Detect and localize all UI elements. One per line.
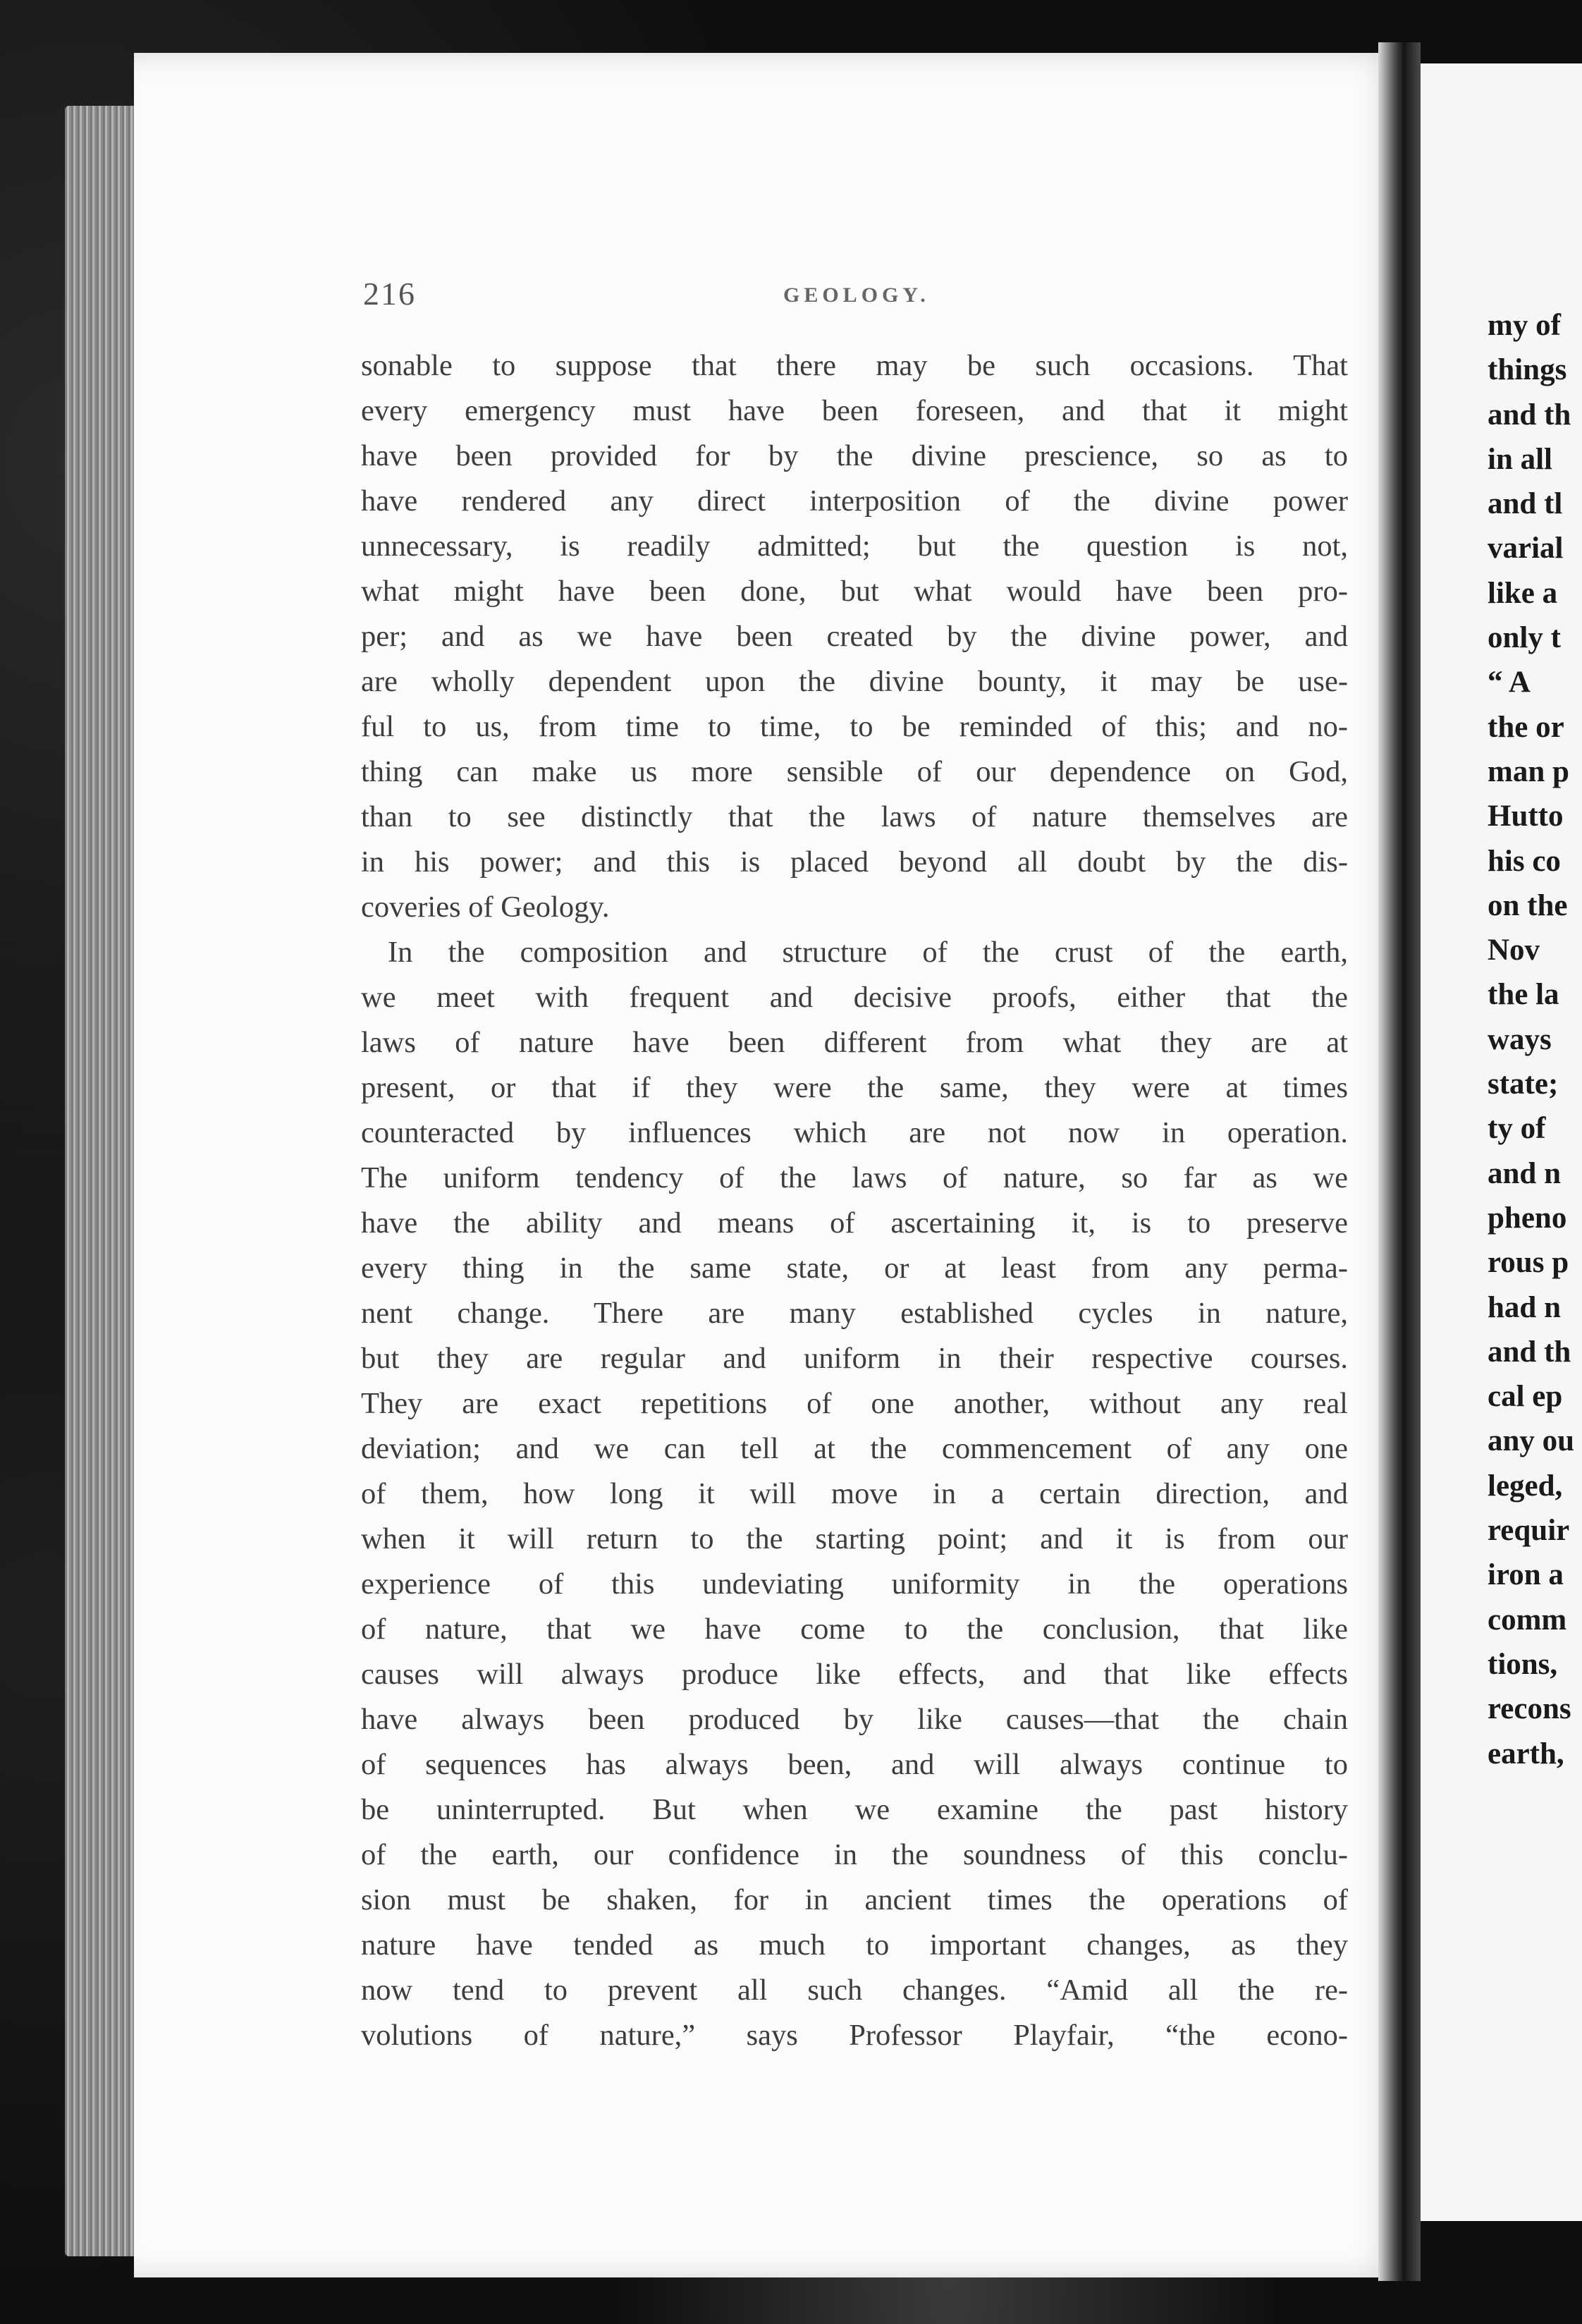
- text-line: present, or that if they were the same, they were at times: [361, 1071, 1348, 1104]
- fragment-line: ty of: [1488, 1112, 1546, 1146]
- text-line: when it will return to the starting point; and it is from our: [361, 1522, 1348, 1555]
- running-head: GEOLOGY.: [783, 283, 930, 307]
- book-gutter: [1378, 42, 1421, 2281]
- fragment-line: his co: [1488, 844, 1561, 878]
- text-line: than to see distinctly that the laws of nature themselves are: [361, 800, 1348, 833]
- text-line: laws of nature have been different from what they are at: [361, 1026, 1348, 1059]
- fragment-line: requir: [1488, 1514, 1570, 1548]
- fragment-line: “ A: [1488, 666, 1531, 699]
- fragment-line: pheno: [1488, 1201, 1567, 1235]
- text-line: be uninterrupted. But when we examine the past history: [361, 1793, 1348, 1826]
- fragment-line: and n: [1488, 1156, 1561, 1190]
- fragment-line: the or: [1488, 710, 1564, 744]
- text-line: now tend to prevent all such changes. “Amid all the re-: [361, 1974, 1348, 2007]
- text-line: have the ability and means of ascertaining it, is to preserve: [361, 1206, 1348, 1240]
- right-page-text-fragment: [1488, 303, 1582, 1776]
- fragment-line: Hutto: [1488, 800, 1564, 833]
- fragment-line: cal ep: [1488, 1380, 1563, 1414]
- text-line: ful to us, from time to time, to be reminded of this; and no-: [361, 710, 1348, 743]
- text-line: have been provided for by the divine prescience, so as to: [361, 439, 1348, 472]
- fragment-line: and th: [1488, 1335, 1571, 1369]
- fragment-line: only t: [1488, 621, 1561, 655]
- text-line: per; and as we have been created by the divine power, and: [361, 620, 1348, 653]
- text-line: sion must be shaken, for in ancient times the operations of: [361, 1883, 1348, 1916]
- fragment-line: like a: [1488, 576, 1558, 610]
- fragment-line: tions,: [1488, 1647, 1558, 1681]
- text-line: of them, how long it will move in a certain direction, and: [361, 1477, 1348, 1510]
- fragment-line: Nov: [1488, 934, 1540, 967]
- text-line: we meet with frequent and decisive proofs, either that the: [361, 981, 1348, 1014]
- fragment-line: ways: [1488, 1022, 1552, 1056]
- text-line: every emergency must have been foreseen, and that it might: [361, 394, 1348, 427]
- text-line: of sequences has always been, and will always continue to: [361, 1748, 1348, 1781]
- text-line: every thing in the same state, or at least from any perma-: [361, 1252, 1348, 1285]
- fragment-line: any ou: [1488, 1424, 1575, 1458]
- text-line: sonable to suppose that there may be such occasions. That: [361, 349, 1348, 382]
- fragment-line: varial: [1488, 532, 1564, 565]
- left-page-text: [361, 343, 1348, 2058]
- text-line: causes will always produce like effects, and that like effects: [361, 1658, 1348, 1691]
- text-line: counteracted by influences which are not now in operation.: [361, 1116, 1348, 1149]
- page-stack-edge: [65, 106, 142, 2256]
- text-line: deviation; and we can tell at the commencement of any one: [361, 1432, 1348, 1465]
- fragment-line: comm: [1488, 1603, 1567, 1637]
- text-line: of the earth, our confidence in the soundness of this conclu-: [361, 1838, 1348, 1871]
- fragment-line: state;: [1488, 1068, 1559, 1101]
- page-header: [363, 275, 1350, 317]
- text-line: The uniform tendency of the laws of nature, so far as we: [361, 1161, 1348, 1194]
- fragment-line: had n: [1488, 1290, 1561, 1324]
- fragment-line: my of: [1488, 309, 1561, 342]
- text-line: unnecessary, is readily admitted; but the question is not,: [361, 530, 1348, 563]
- text-line: nent change. There are many established cycles in nature,: [361, 1297, 1348, 1330]
- fragment-line: man p: [1488, 754, 1569, 788]
- text-line: volutions of nature,” says Professor Playfair, “the econo-: [361, 2019, 1348, 2052]
- fragment-line: recons: [1488, 1692, 1571, 1726]
- text-line: but they are regular and uniform in their respective courses.: [361, 1342, 1348, 1375]
- page-number: 216: [363, 276, 416, 312]
- text-line: experience of this undeviating uniformity in the operations: [361, 1567, 1348, 1601]
- text-line: what might have been done, but what would have been pro-: [361, 575, 1348, 608]
- text-line: of nature, that we have come to the conclusion, that like: [361, 1613, 1348, 1646]
- text-line: nature have tended as much to important changes, as they: [361, 1928, 1348, 1962]
- text-line: coveries of Geology.: [361, 891, 610, 924]
- text-line: in his power; and this is placed beyond all doubt by the dis-: [361, 845, 1348, 879]
- fragment-line: leged,: [1488, 1469, 1563, 1503]
- text-line: are wholly dependent upon the divine bounty, it may be use-: [361, 665, 1348, 698]
- fragment-line: and th: [1488, 398, 1571, 432]
- text-line: They are exact repetitions of one another, without any real: [361, 1387, 1348, 1420]
- text-line: have always been produced by like causes—that the chain: [361, 1703, 1348, 1736]
- fragment-line: on the: [1488, 888, 1568, 922]
- fragment-line: and tl: [1488, 487, 1563, 521]
- fragment-line: earth,: [1488, 1737, 1564, 1770]
- fragment-line: things: [1488, 353, 1567, 387]
- text-line: have rendered any direct interposition of the divine power: [361, 484, 1348, 518]
- text-line: In the composition and structure of the crust of the earth,: [388, 936, 1348, 969]
- fragment-line: iron a: [1488, 1558, 1564, 1592]
- fragment-line: rous p: [1488, 1246, 1569, 1280]
- fragment-line: the la: [1488, 978, 1559, 1012]
- text-line: thing can make us more sensible of our dependence on God,: [361, 755, 1348, 788]
- fragment-line: in all: [1488, 442, 1553, 476]
